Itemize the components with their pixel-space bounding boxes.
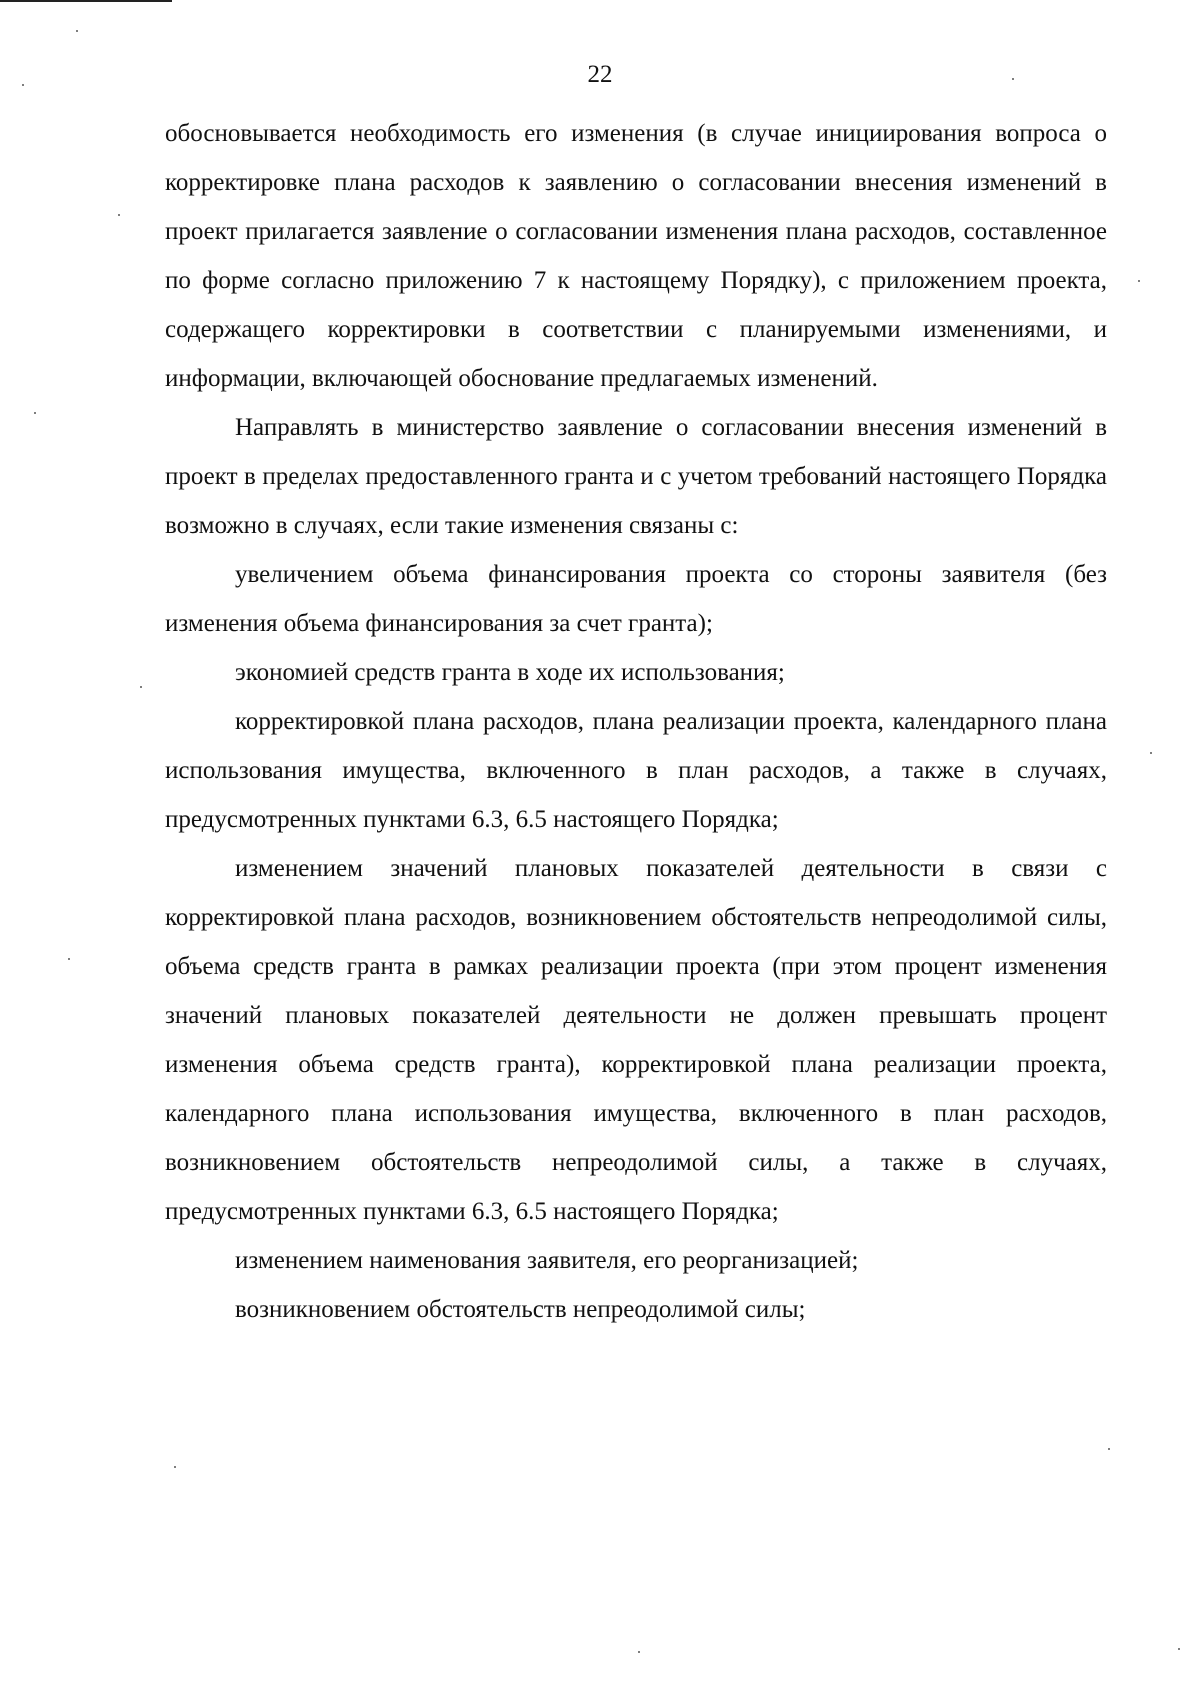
- document-body: [165, 109, 1107, 1334]
- scan-speck: [174, 1466, 176, 1468]
- scan-speck: [1012, 78, 1014, 80]
- scan-speck: [76, 30, 78, 32]
- paragraph: изменением наименования заявителя, его реорганизацией;: [235, 1247, 859, 1274]
- scan-speck: [1178, 1648, 1180, 1650]
- paragraph: увеличением объема финансирования проекта со стороны заявителя (без изменения объема финансирования за счет гранта);: [165, 561, 1107, 637]
- paragraph: обосновывается необходимость его изменения (в случае инициирования вопроса о корректировке плана расходов к заявлению о согласовании внесения изменений в проект прилагается заявление о согласовании изменения плана расходов, составленное по форме согласно приложению 7 к настоящему Порядку), с приложением проекта, содержащего корректировки в соответствии с планируемыми изменениями, и информации, включающей обоснование предлагаемых изменений.: [165, 120, 1107, 392]
- scan-speck: [118, 214, 120, 216]
- scan-speck: [638, 1651, 640, 1653]
- paragraph: изменением значений плановых показателей деятельности в связи с корректировкой плана расходов, возникновением обстоятельств непреодолимой силы, объема средств гранта в рамках реализации проекта (при этом процент изменения значений плановых показателей деятельности не должен превышать процент изменения объема средств гранта), корректировкой плана реализации проекта, календарного плана использования имущества, включенного в план расходов, возникновением обстоятельств непреодолимой силы, а также в случаях, предусмотренных пунктами 6.3, 6.5 настоящего Порядка;: [165, 855, 1107, 1225]
- scan-speck: [22, 84, 24, 86]
- scan-speck: [1108, 1448, 1110, 1450]
- scan-speck: [140, 686, 142, 688]
- scan-speck: [1138, 280, 1140, 282]
- scan-edge-line: [0, 0, 172, 2]
- scan-speck: [1150, 752, 1152, 754]
- scan-speck: [34, 412, 36, 414]
- page-number: 22: [587, 61, 613, 88]
- paragraph: экономией средств гранта в ходе их использования;: [235, 659, 785, 686]
- paragraph: корректировкой плана расходов, плана реализации проекта, календарного плана использования имущества, включенного в план расходов, а также в случаях, предусмотренных пунктами 6.3, 6.5 настоящего Порядка;: [165, 708, 1107, 833]
- paragraph: Направлять в министерство заявление о согласовании внесения изменений в проект в пределах предоставленного гранта и с учетом требований настоящего Порядка возможно в случаях, если такие изменения связаны с:: [165, 414, 1107, 539]
- scan-speck: [68, 958, 70, 960]
- paragraph: возникновением обстоятельств непреодолимой силы;: [235, 1296, 806, 1323]
